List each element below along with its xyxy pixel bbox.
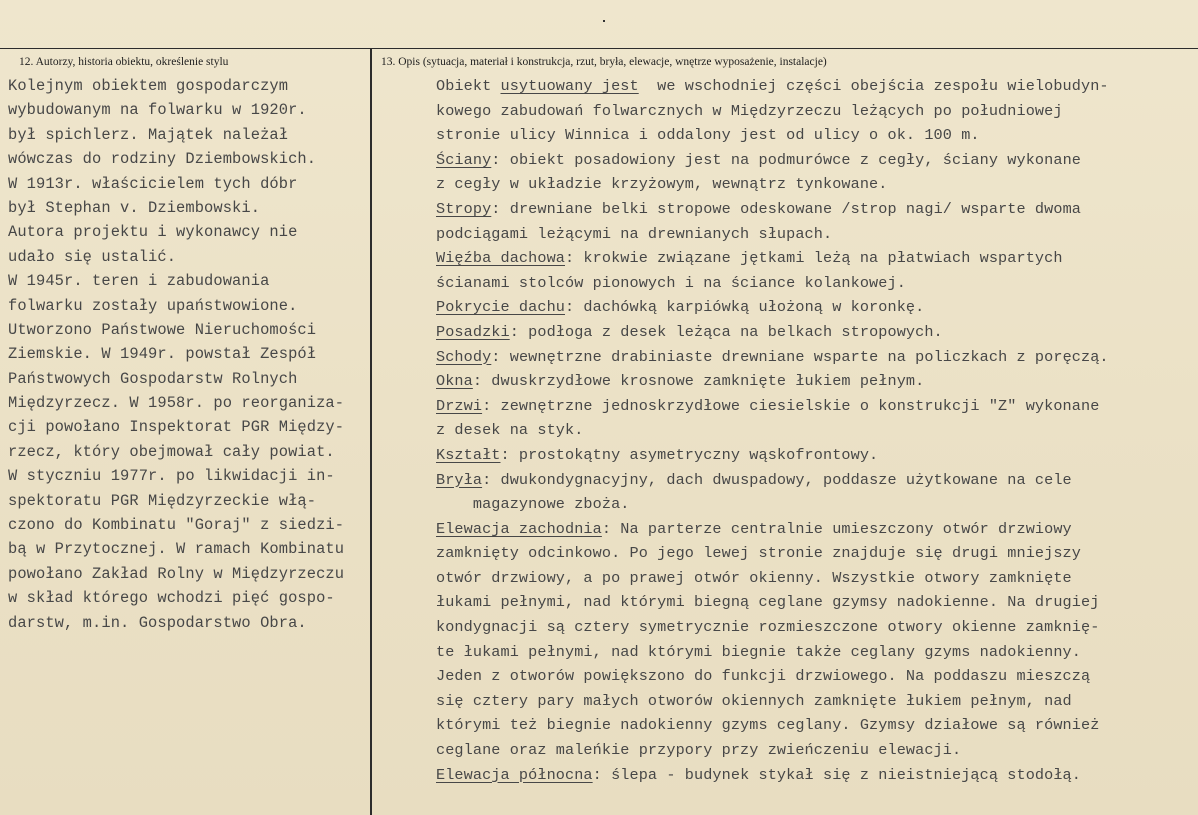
history-column	[8, 74, 368, 635]
description-line	[436, 148, 1196, 173]
section-label: Elewacja zachodnia	[436, 519, 602, 538]
line-text: podciągami leżącymi na drewnianych słupach.	[436, 224, 833, 243]
description-line	[436, 664, 1196, 689]
description-line	[436, 566, 1196, 591]
description-line	[436, 541, 1196, 566]
history-line: powołano Zakład Rolny w Międzyrzeczu	[8, 564, 345, 583]
history-line: Utworzono Państwowe Nieruchomości	[8, 320, 317, 339]
section-label: Elewacja północna	[436, 765, 593, 784]
history-line: rzecz, który obejmował cały powiat.	[8, 442, 335, 461]
section-12-header: 12. Autorzy, historia obiektu, określenie stylu	[19, 56, 229, 68]
line-text: otwór drzwiowy, a po prawej otwór okienny. Wszystkie otwory zamknięte	[436, 568, 1072, 587]
description-line	[436, 517, 1196, 542]
line-text: z cegły w układzie krzyżowym, wewnątrz tynkowane.	[436, 175, 888, 194]
history-line: udało się ustalić.	[8, 247, 177, 266]
history-line: Kolejnym obiektem gospodarczym	[8, 77, 289, 95]
line-text: ścianami stolców pionowych i na ściance kolankowej.	[436, 273, 906, 292]
page-mark	[603, 20, 605, 22]
line-text: : ślepa - budynek stykał się z nieistniejącą stodołą.	[592, 765, 1081, 784]
description-column	[436, 74, 1196, 787]
history-line: w skład którego wchodzi pięć gospo-	[8, 589, 335, 608]
history-line: czono do Kombinatu "Goraj" z siedzi-	[8, 516, 345, 535]
line-text: we wschodniej części obejścia zespołu wielobudyn-	[638, 77, 1109, 95]
description-line	[436, 468, 1196, 493]
description-line	[436, 590, 1196, 615]
section-label: Ściany	[436, 150, 492, 169]
line-prefix: Obiekt	[436, 77, 501, 95]
description-line	[436, 123, 1196, 148]
history-line: W 1945r. teren i zabudowania	[8, 272, 270, 291]
history-line: spektoratu PGR Międzyrzeckie włą-	[8, 491, 317, 510]
history-line: Międzyrzecz. W 1958r. po reorganiza-	[8, 394, 345, 413]
description-line	[436, 295, 1196, 320]
description-line	[436, 713, 1196, 738]
history-line: Ziemskie. W 1949r. powstał Zespół	[8, 345, 317, 364]
description-line	[436, 74, 1196, 99]
history-line: Państwowych Gospodarstw Rolnych	[8, 369, 298, 388]
description-line	[436, 345, 1196, 370]
description-line	[436, 689, 1196, 714]
history-line: wybudowanym na folwarku w 1920r.	[8, 101, 307, 120]
section-label: Kształt	[436, 445, 501, 464]
history-line: był spichlerz. Majątek należał	[8, 125, 289, 144]
section-label: Schody	[436, 347, 492, 366]
line-text: kowego zabudowań folwarcznych w Międzyrzeczu leżących po południowej	[436, 101, 1063, 120]
history-line: folwarku zostały upaństwowione.	[8, 296, 298, 315]
history-line: cji powołano Inspektorat PGR Między-	[8, 418, 345, 437]
line-text: te łukami pełnymi, nad którymi biegnie także ceglany gzyms nadokienny.	[436, 642, 1081, 661]
line-text: się cztery pary małych otworów okiennych zamknięte łukiem pełnym, nad	[436, 691, 1072, 710]
description-line	[436, 222, 1196, 247]
description-line	[436, 246, 1196, 271]
line-text: : dwuskrzydłowe krosnowe zamknięte łukiem pełnym.	[472, 372, 925, 391]
line-text: : obiekt posadowiony jest na podmurówce z cegły, ściany wykonane	[491, 150, 1081, 169]
line-text: : Na parterze centralnie umieszczony otwór drzwiowy	[601, 519, 1072, 538]
line-text: Jeden z otworów powiększono do funkcji drzwiowego. Na poddaszu mieszczą	[436, 667, 1091, 686]
section-label: Stropy	[436, 199, 492, 218]
section-13-header: 13. Opis (sytuacja, materiał i konstrukcja, rzut, bryła, elewacje, wnętrze wyposażenie, instalacje)	[381, 56, 827, 68]
line-text: : dachówką karpiówką ułożoną w koronkę.	[565, 298, 925, 317]
description-line	[436, 99, 1196, 124]
description-line	[436, 271, 1196, 296]
line-text: z desek na styk.	[436, 421, 584, 440]
line-text: którymi też biegnie nadokienny gzyms ceglany. Gzymsy działowe są również	[436, 716, 1100, 735]
description-line	[436, 615, 1196, 640]
description-line	[436, 640, 1196, 665]
description-line	[436, 418, 1196, 443]
section-label: Pokrycie dachu	[436, 298, 565, 317]
underlined-phrase: usytuowany jest	[500, 77, 639, 95]
description-line	[436, 443, 1196, 468]
line-text: : wewnętrzne drabiniaste drewniane wsparte na policzkach z poręczą.	[491, 347, 1109, 366]
line-text: stronie ulicy Winnica i oddalony jest od ulicy o ok. 100 m.	[436, 126, 980, 145]
line-text: : zewnętrzne jednoskrzydłowe ciesielskie o konstrukcji "Z" wykonane	[482, 396, 1100, 415]
header-rule	[0, 48, 1198, 49]
description-line	[436, 738, 1196, 763]
column-divider	[370, 48, 372, 815]
line-text: kondygnacji są cztery symetrycznie rozmieszczone otwory okienne zamknię-	[436, 618, 1100, 637]
line-text: : krokwie związane jętkami leżą na płatwiach wspartych	[565, 249, 1063, 268]
line-text: łukami pełnymi, nad którymi biegną ceglane gzymsy nadokienne. Na drugiej	[436, 593, 1100, 612]
line-text: ceglane oraz maleńkie przypory przy zwieńczeniu elewacji.	[436, 741, 962, 760]
section-label: Więźba dachowa	[436, 249, 565, 268]
description-line	[436, 320, 1196, 345]
description-line	[436, 172, 1196, 197]
section-label: Okna	[436, 372, 473, 391]
description-line	[436, 369, 1196, 394]
line-text: : dwukondygnacyjny, dach dwuspadowy, poddasze użytkowane na cele	[482, 470, 1072, 489]
line-text: : podłoga z desek leżąca na belkach stropowych.	[509, 322, 943, 341]
line-text: : prostokątny asymetryczny wąskofrontowy.	[500, 445, 879, 464]
description-line	[436, 763, 1196, 788]
section-label: Drzwi	[436, 396, 483, 415]
history-line: W styczniu 1977r. po likwidacji in-	[8, 467, 335, 486]
history-line: W 1913r. właścicielem tych dóbr	[8, 174, 298, 193]
line-text: magazynowe zboża.	[436, 495, 630, 514]
section-label: Posadzki	[436, 322, 510, 341]
history-line: wówczas do rodziny Dziembowskich.	[8, 150, 317, 169]
history-line: Autora projektu i wykonawcy nie	[8, 223, 298, 242]
section-label: Bryła	[436, 470, 483, 489]
description-line	[436, 492, 1196, 517]
line-text: zamknięty odcinkowo. Po jego lewej stronie znajduje się drugi mniejszy	[436, 544, 1081, 563]
history-line: darstw, m.in. Gospodarstwo Obra.	[8, 613, 307, 632]
description-line	[436, 197, 1196, 222]
line-text: : drewniane belki stropowe odeskowane /strop nagi/ wsparte dwoma	[491, 199, 1081, 218]
history-line: bą w Przytocznej. W ramach Kombinatu	[8, 540, 345, 559]
history-line: był Stephan v. Dziembowski.	[8, 198, 261, 217]
description-line	[436, 394, 1196, 419]
